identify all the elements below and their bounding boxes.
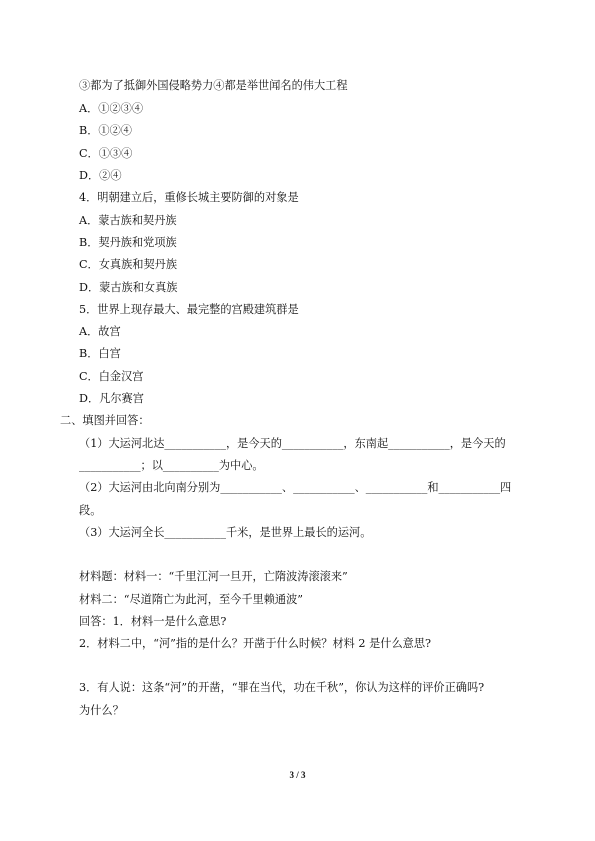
text-line-1: ③都为了抵御外国侵略势力④都是举世闻名的伟大工程 (79, 79, 348, 92)
material-2: 材料二：“尽道隋亡为此河，至今千里赖通波” (79, 593, 304, 606)
answer-q1: 回答：1．材料一是什么意思? (79, 615, 227, 628)
option-d-q4: D．蒙古族和女真族 (79, 281, 178, 294)
option-a-q5: A．故宫 (79, 325, 121, 338)
fill-item-2b: 段。 (79, 504, 102, 517)
option-c-q4: C．女真族和契丹族 (79, 258, 178, 271)
material-1: 材料题：材料一：“千里江河一旦开，亡隋波涛滚滚来” (79, 570, 348, 583)
option-b-q4: B．契丹族和党项族 (79, 236, 177, 249)
fill-item-1b: ___________；以__________为中心。 (79, 459, 264, 472)
option-d-q5: D．凡尔赛宫 (79, 392, 144, 405)
question-4: 4．明朝建立后，重修长城主要防御的对象是 (79, 191, 299, 204)
fill-item-1a: （1）大运河北达___________，是今天的___________，东南起___________，是今天的 (79, 437, 506, 450)
option-b-q5: B．白宫 (79, 347, 121, 360)
fill-item-3: （3）大运河全长___________千米，是世界上最长的运河。 (79, 526, 372, 539)
option-c-q3: C．①③④ (79, 147, 133, 160)
question-5: 5．世界上现存最大、最完整的宫殿建筑群是 (79, 303, 299, 316)
option-a-q3: A．①②③④ (79, 102, 144, 115)
section-heading-2: 二、填图并回答： (60, 414, 150, 427)
answer-q2: 2．材料二中，“河”指的是什么？开凿于什么时候？材料 2 是什么意思? (79, 637, 432, 650)
option-b-q3: B．①②④ (79, 124, 132, 137)
option-a-q4: A．蒙古族和契丹族 (79, 214, 177, 227)
page-number: 3 / 3 (289, 770, 306, 780)
fill-item-2a: （2）大运河由北向南分别为___________、___________、___________和___________四 (79, 481, 512, 494)
option-d-q3: D．②④ (79, 169, 122, 182)
answer-q3-cont: 为什么？ (79, 704, 124, 717)
answer-q3: 3．有人说：这条“河”的开凿，“罪在当代，功在千秋”，你认为这样的评价正确吗? (79, 681, 485, 694)
option-c-q5: C．白金汉宫 (79, 370, 144, 383)
